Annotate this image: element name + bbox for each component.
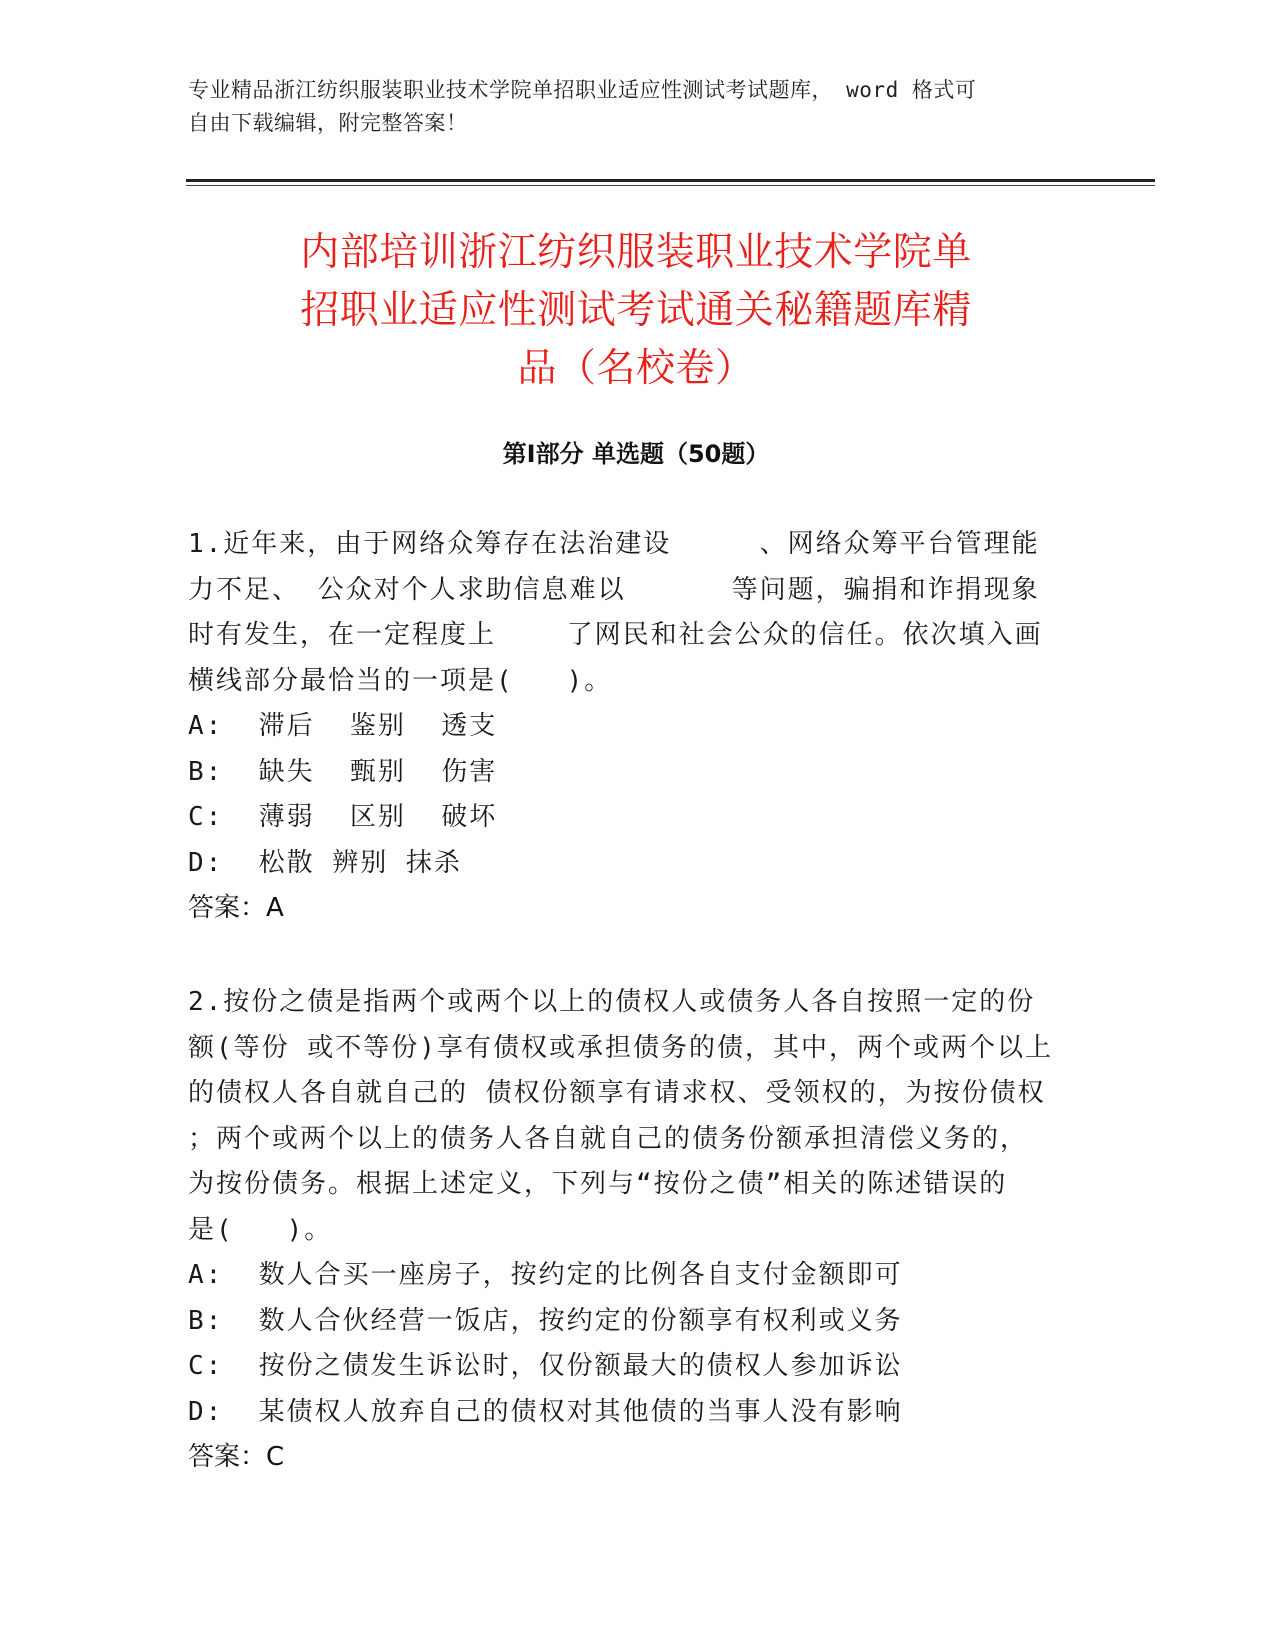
section-heading: 第Ⅰ部分 单选题（50题） — [502, 440, 770, 468]
header-note-line-2: 自由下载编辑，附完整答案！ — [188, 111, 468, 135]
option-d: D: 松散 辨别 抹杀 — [188, 847, 462, 878]
question-2 — [188, 980, 1068, 1481]
option-b: B: 缺失 甄别 伤害 — [188, 756, 498, 787]
question-stem-line: 2.按份之债是指两个或两个以上的债权人或债务人各自按照一定的份 — [188, 987, 1036, 1017]
question-stem-line: 1.近年来，由于网络众筹存在法治建设 、网络众筹平台管理能 — [188, 529, 1040, 559]
answer: 答案：A — [188, 893, 284, 923]
answer: 答案：C — [188, 1442, 285, 1472]
option-c: C: 薄弱 区别 破坏 — [188, 802, 498, 832]
question-stem-line: 力不足、 公众对个人求助信息难以 等问题，骗捐和诈捐现象 — [188, 574, 1040, 605]
option-b: B: 数人合伙经营一饭店，按约定的份额享有权利或义务 — [188, 1305, 903, 1336]
question-stem-line: ；两个或两个以上的债务人各自就自己的债务份额承担清偿义务的， — [188, 1123, 1029, 1154]
header-note — [188, 74, 1068, 140]
question-stem-line: 是( )。 — [188, 1214, 333, 1245]
option-a: A: 滞后 鉴别 透支 — [188, 711, 498, 741]
header-divider-thin — [186, 185, 1155, 186]
option-a: A: 数人合买一座房子，按约定的比例各自支付金额即可 — [188, 1260, 903, 1290]
option-c: C: 按份之债发生诉讼时，仅份额最大的债权人参加诉讼 — [188, 1351, 903, 1381]
header-divider-thick — [186, 179, 1155, 182]
question-1 — [188, 522, 1068, 932]
question-stem-line: 额(等份 或不等份)享有债权或承担债务的债，其中，两个或两个以上 — [188, 1032, 1053, 1063]
question-stem-line: 的债权人各自就自己的 债权份额享有请求权、受领权的，为按份债权 — [188, 1078, 1046, 1108]
question-stem-line: 时有发生，在一定程度上 了网民和社会公众的信任。依次填入画 — [188, 620, 1043, 650]
document-title: 内部培训浙江纺织服装职业技术学院单 招职业适应性测试考试通关秘籍题库精 品（名校卷） — [300, 230, 972, 391]
option-d: D: 某债权人放弃自己的债权对其他债的当事人没有影响 — [188, 1396, 903, 1427]
question-stem-line: 横线部分最恰当的一项是( )。 — [188, 665, 613, 696]
header-note-line-1: 专业精品浙江纺织服装职业技术学院单招职业适应性测试考试题库， word 格式可 — [188, 78, 977, 102]
question-stem-line: 为按份债务。根据上述定义，下列与“按份之债”相关的陈述错误的 — [188, 1169, 1008, 1199]
